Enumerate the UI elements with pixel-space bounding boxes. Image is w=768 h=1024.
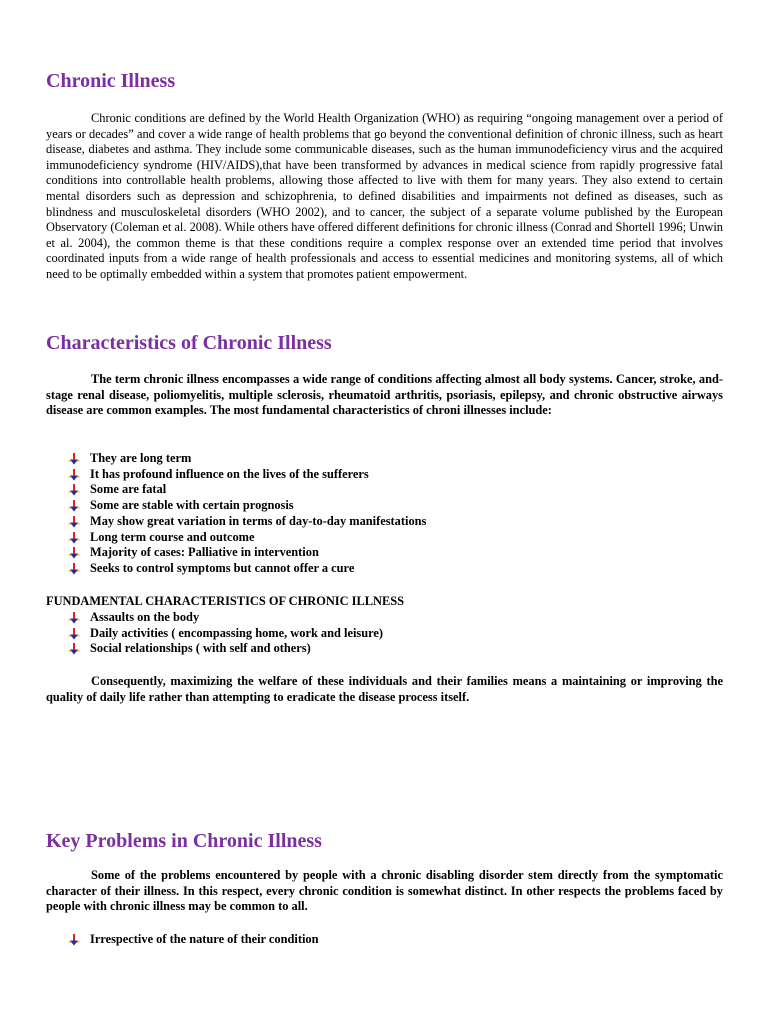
characteristics-list [68,451,426,577]
list-item [68,467,426,483]
list-item [68,626,383,642]
list-item-text: Irrespective of the nature of their condition [90,932,319,946]
arrow-down-bullet-icon [68,547,80,559]
list-item-text: Majority of cases: Palliative in intervention [90,545,319,560]
paragraph-key-problems-intro-text: Some of the problems encountered by people with a chronic disabling disorder stem directly from the symptomatic character of their illness. In this respect, every chronic condition is somewhat distinct. In other respects the problems faced by people with chronic illness may be common to all. [46,868,723,914]
list-item-text: May show great variation in terms of day-to-day manifestations [90,513,427,528]
list-item [68,641,383,657]
paragraph-conclusion [46,674,723,705]
arrow-down-bullet-icon [68,643,80,655]
list-item-text: Daily activities ( encompassing home, work and leisure) [90,625,384,640]
arrow-down-bullet-icon [68,628,80,640]
arrow-down-bullet-icon [68,453,80,465]
list-item-text: Social relationships ( with self and others) [90,641,311,656]
list-item [68,561,426,577]
arrow-down-bullet-icon [68,516,80,528]
key-problems-list [68,932,319,948]
list-item-text: Assaults on the body [90,610,200,624]
arrow-down-bullet-icon [68,532,80,544]
arrow-down-bullet-icon [68,500,80,512]
arrow-down-bullet-icon [68,469,80,481]
fundamental-characteristics-heading: FUNDAMENTAL CHARACTERISTICS OF CHRONIC ILLNESS [46,594,405,608]
paragraph-chronic-definition [46,111,723,283]
paragraph-characteristics-intro-text: The term chronic illness encompasses a wide range of conditions affecting almost all body systems. Cancer, stroke, and- stage renal disease, poliomyelitis, multiple sclerosis, rheumatoid arthritis, psoriasis, epilepsy, and chronic obstructive airways disease are common examples. The most fundamental characteristics of chroni illnesses include: [46,372,723,418]
list-item [68,545,426,561]
fundamental-characteristics-list [68,610,383,657]
arrow-down-bullet-icon [68,934,80,946]
list-item-text: Some are stable with certain prognosis [90,498,294,513]
paragraph-chronic-definition-text: Chronic conditions are defined by the World Health Organization (WHO) as requiring “ongoing management over a period of years or decades” and cover a wide range of health problems that go beyond the conventional definition of chronic illness, such as heart disease, diabetes and asthma. They include some communicable diseases, such as the human immunodeficiency virus and the acquired immunodeficiency syndrome (HIV/AIDS),that have been transformed by advances in medical science from rapidly progressive fatal conditions into controllable health problems, allowing those affected to live with them for many years. They also extend to certain mental disorders such as depression and schizophrenia, to defined disabilities and impairments not defined as diseases, such as blindness and musculoskeletal disorders (WHO 2002), and to cancer, the subject of a separate volume published by the European Observatory (Coleman et al. 2008). While others have offered different definitions for chronic illness (Conrad and Shortell 1996; Unwin et al. 2004), the common theme is that these conditions require a complex response over an extended time period that involves coordinated inputs from a wide range of health professionals and access to essential medicines and monitoring systems, all of which need to be optimally embedded within a system that promotes patient empowerment. [46,111,723,281]
list-item-text: Seeks to control symptoms but cannot offer a cure [90,560,355,575]
arrow-down-bullet-icon [68,563,80,575]
arrow-down-bullet-icon [68,612,80,624]
list-item [68,932,319,948]
list-item-text: It has profound influence on the lives of the sufferers [90,466,369,481]
list-item [68,610,383,626]
list-item-text: Some are fatal [90,482,167,497]
list-item [68,530,426,546]
paragraph-characteristics-intro [46,372,723,419]
heading-characteristics: Characteristics of Chronic Illness [46,332,332,354]
paragraph-conclusion-text: Consequently, maximizing the welfare of these individuals and their families means a maintaining or improving the quality of daily life rather than attempting to eradicate the disease process itself. [46,674,723,704]
list-item [68,482,426,498]
paragraph-key-problems-intro [46,868,723,915]
arrow-down-bullet-icon [68,484,80,496]
list-item [68,451,426,467]
list-item-text: Long term course and outcome [90,529,255,544]
list-item [68,514,426,530]
list-item [68,498,426,514]
list-item-text: They are long term [90,451,192,465]
heading-key-problems: Key Problems in Chronic Illness [46,830,322,852]
heading-chronic-illness: Chronic Illness [46,70,176,92]
